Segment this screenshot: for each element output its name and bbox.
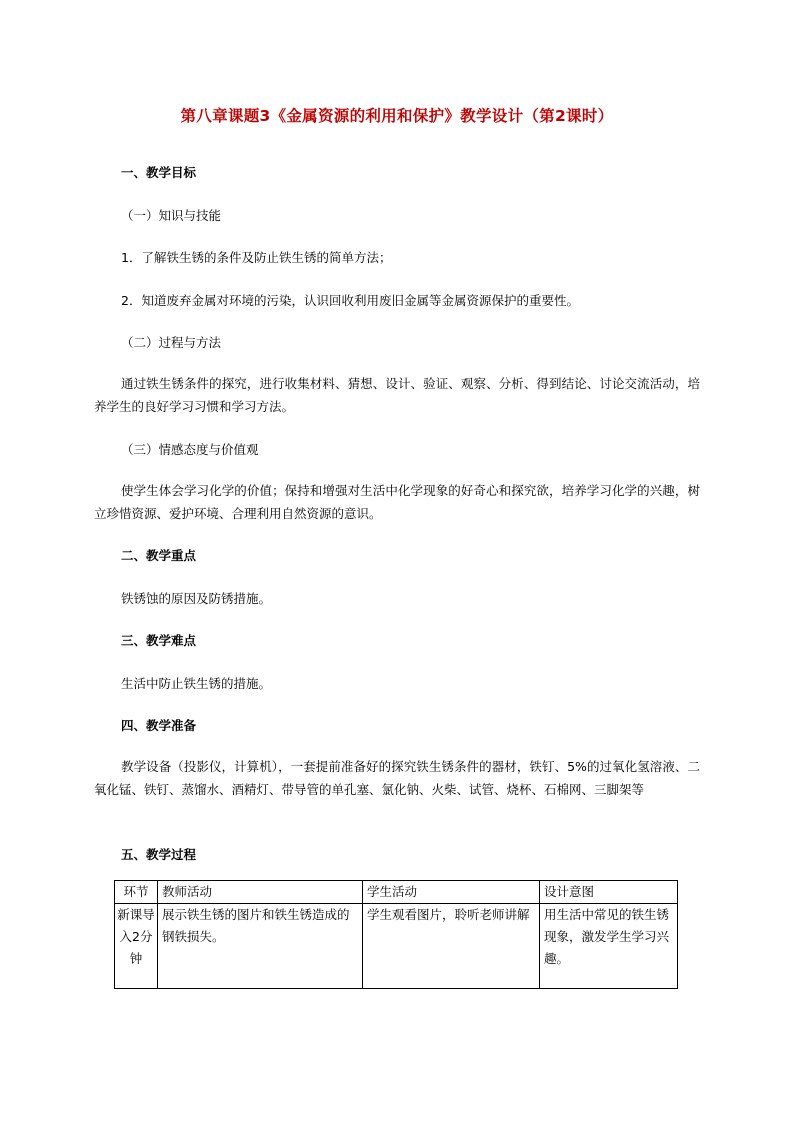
table-row bbox=[115, 904, 678, 989]
table-header-row bbox=[115, 881, 678, 904]
cell-teacher-activity: 展示铁生锈的图片和铁生锈造成的钢铁损失。 bbox=[158, 904, 363, 989]
cell-stage: 新课导入2分钟 bbox=[115, 904, 158, 989]
document-title: 第八章课题3《金属资源的利用和保护》教学设计（第2课时） bbox=[180, 107, 614, 125]
difficult-points-text: 生活中防止铁生锈的措施。 bbox=[121, 676, 272, 691]
header-design-intent: 设计意图 bbox=[540, 881, 678, 904]
heading-teaching-goals: 一、教学目标 bbox=[121, 165, 197, 180]
subheading-knowledge-skills: （一）知识与技能 bbox=[121, 208, 222, 223]
header-teacher-activity: 教师活动 bbox=[158, 881, 363, 904]
paragraph-attitude-values: 使学生体会学习化学的价值；保持和增强对生活中化学现象的好奇心和探究欲，培养学习化学的兴趣，树立珍惜资源、爱护环境、合理利用自然资源的意识。 bbox=[94, 483, 700, 521]
goal-item-2: 2．知道废弃金属对环境的污染，认识回收利用废旧金属等金属资源保护的重要性。 bbox=[121, 293, 579, 308]
heading-key-points: 二、教学重点 bbox=[121, 548, 197, 563]
heading-preparation: 四、教学准备 bbox=[121, 718, 197, 733]
key-points-text: 铁锈蚀的原因及防锈措施。 bbox=[121, 591, 272, 606]
subheading-process-methods: （二）过程与方法 bbox=[121, 335, 222, 350]
subheading-attitude-values: （三）情感态度与价值观 bbox=[121, 442, 259, 457]
teaching-process-table bbox=[114, 880, 678, 989]
cell-student-activity: 学生观看图片，聆听老师讲解 bbox=[363, 904, 540, 989]
heading-difficult-points: 三、教学难点 bbox=[121, 633, 197, 648]
cell-design-intent: 用生活中常见的铁生锈现象，激发学生学习兴趣。 bbox=[540, 904, 678, 989]
goal-item-1: 1．了解铁生锈的条件及防止铁生锈的简单方法； bbox=[121, 250, 392, 265]
header-student-activity: 学生活动 bbox=[363, 881, 540, 904]
heading-teaching-process: 五、教学过程 bbox=[121, 847, 197, 862]
header-stage: 环节 bbox=[115, 881, 158, 904]
paragraph-process-methods: 通过铁生锈条件的探究，进行收集材料、猜想、设计、验证、观察、分析、得到结论、讨论交流活动，培养学生的良好学习习惯和学习方法。 bbox=[94, 376, 700, 414]
preparation-text: 教学设备（投影仪，计算机），一套提前准备好的探究铁生锈条件的器材，铁钉、5%的过氧化氢溶液、二氧化锰、铁钉、蒸馏水、酒精灯、带导管的单孔塞、氯化钠、火柴、试管、烧杯、石棉网、三脚架等 bbox=[94, 759, 700, 797]
